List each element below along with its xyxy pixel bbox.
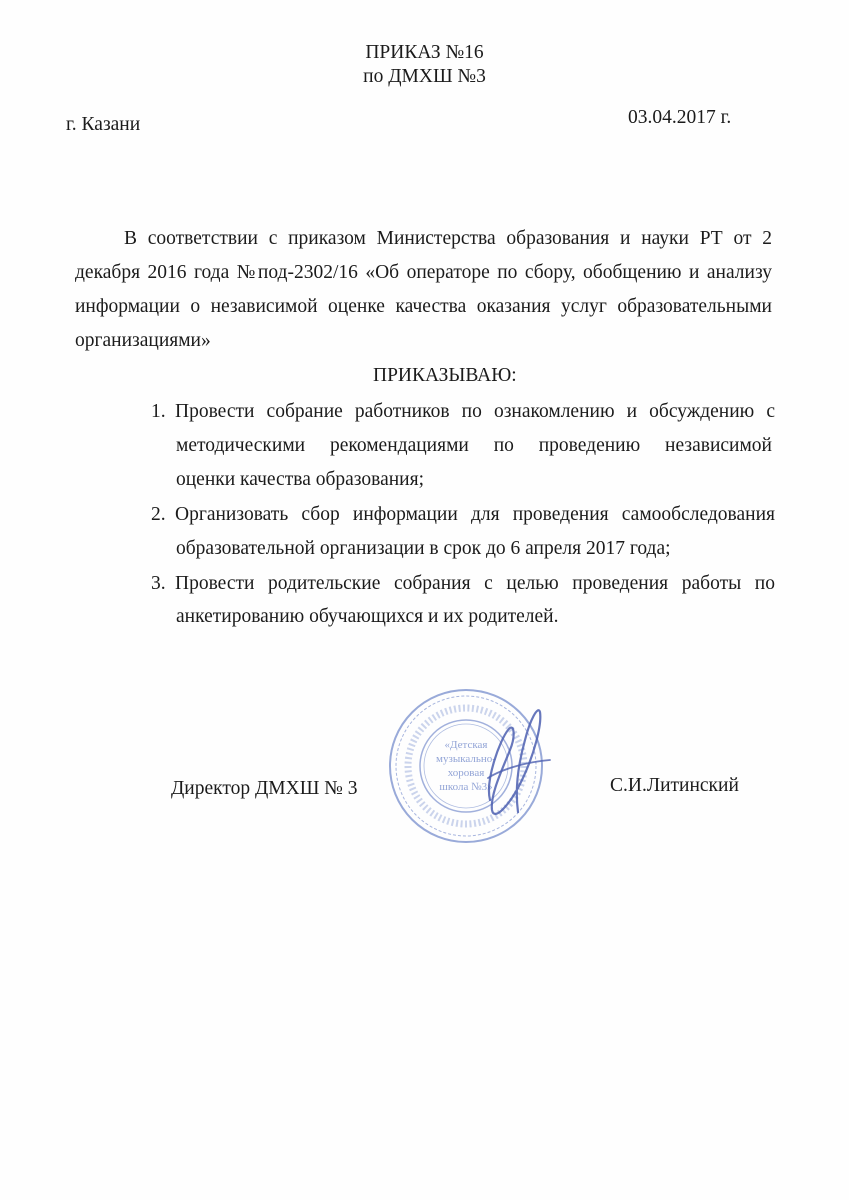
order-word: ПРИКАЗЫВАЮ: (373, 365, 517, 386)
document-subtitle: по ДМХШ №3 (363, 66, 486, 87)
item-line: Организовать сбор информации для проведения самообследования (175, 504, 775, 525)
handwritten-signature (430, 700, 580, 830)
item-line: анкетированию обучающихся и их родителей. (176, 606, 559, 627)
item-line: методическими рекомендациями по проведению независимой (176, 435, 772, 456)
stamp-text: школа №3» (439, 781, 493, 793)
stamp-text: хоровая (447, 767, 485, 779)
director-title: Директор ДМХШ № 3 (171, 778, 358, 799)
item-line: образовательной организации в срок до 6 апреля 2017 года; (176, 538, 671, 559)
item-number: 3. (151, 573, 166, 594)
stamp-text: музыкально- (436, 753, 496, 765)
item-number: 2. (151, 504, 166, 525)
preamble-line: декабря 2016 года №под-2302/16 «Об операторе по сбору, обобщению и анализу (75, 262, 772, 283)
preamble-line: организациями» (75, 330, 211, 351)
item-number: 1. (151, 401, 166, 422)
document-title: ПРИКАЗ №16 (365, 42, 484, 63)
director-name: С.И.Литинский (610, 775, 739, 796)
preamble-line: информации о независимой оценке качества оказания услуг образовательными (75, 296, 772, 317)
preamble-line: В соответствии с приказом Министерства образования и науки РТ от 2 (124, 228, 772, 249)
item-line: оценки качества образования; (176, 469, 424, 490)
item-line: Провести родительские собрания с целью проведения работы по (175, 573, 775, 594)
city-label: г. Казани (66, 114, 141, 135)
stamp-text: «Детская (444, 739, 488, 751)
item-line: Провести собрание работников по ознакомлению и обсуждению с (175, 401, 775, 422)
document-date: 03.04.2017 г. (628, 107, 732, 128)
